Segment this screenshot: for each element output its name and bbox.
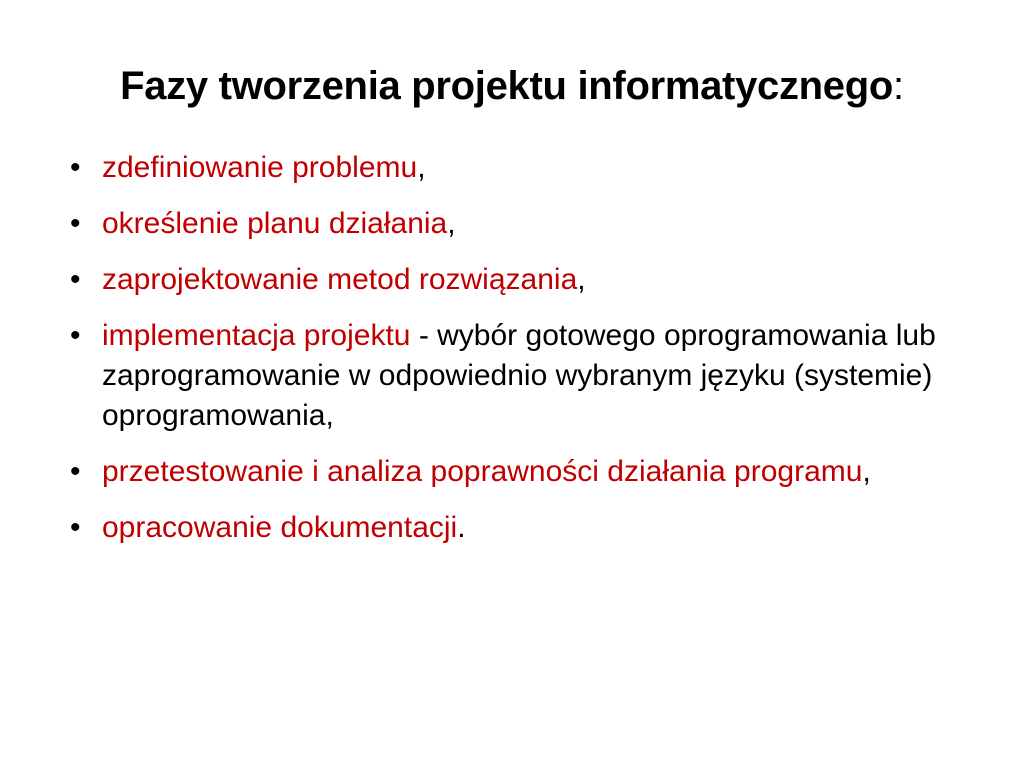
list-item-rest: , xyxy=(447,207,456,240)
list-item-highlight: zdefiniowanie problemu xyxy=(102,151,418,184)
list-item-highlight: określenie planu działania xyxy=(102,207,448,240)
bullet-list xyxy=(70,148,970,564)
slide-title-colon: : xyxy=(893,64,904,108)
bullet-icon: • xyxy=(70,455,81,488)
bullet-icon: • xyxy=(70,151,81,184)
list-item-plan xyxy=(70,204,970,244)
list-item-design-methods xyxy=(70,260,970,300)
bullet-icon: • xyxy=(70,207,81,240)
list-item-highlight: przetestowanie i analiza poprawności działania programu xyxy=(102,455,863,488)
list-item-implementation xyxy=(70,316,970,436)
bullet-icon: • xyxy=(70,263,81,296)
slide-title xyxy=(0,60,1024,112)
list-item-rest: , xyxy=(862,455,871,488)
list-item-testing xyxy=(70,452,970,492)
slide-title-text: Fazy tworzenia projektu informatycznego xyxy=(120,64,894,108)
list-item-rest: . xyxy=(457,511,466,544)
list-item-highlight: implementacja projektu xyxy=(102,319,411,352)
list-item-rest: - wybór gotowego oprogramowania lub zaprogramowanie w odpowiednio wybranym języku (systemie) oprogramowania, xyxy=(102,319,936,432)
bullet-icon: • xyxy=(70,319,81,352)
list-item-rest: , xyxy=(417,151,426,184)
bullet-icon: • xyxy=(70,511,81,544)
list-item-rest: , xyxy=(577,263,586,296)
list-item-documentation xyxy=(70,508,970,548)
list-item-highlight: zaprojektowanie metod rozwiązania xyxy=(102,263,578,296)
list-item-highlight: opracowanie dokumentacji xyxy=(102,511,458,544)
list-item-define-problem xyxy=(70,148,970,188)
